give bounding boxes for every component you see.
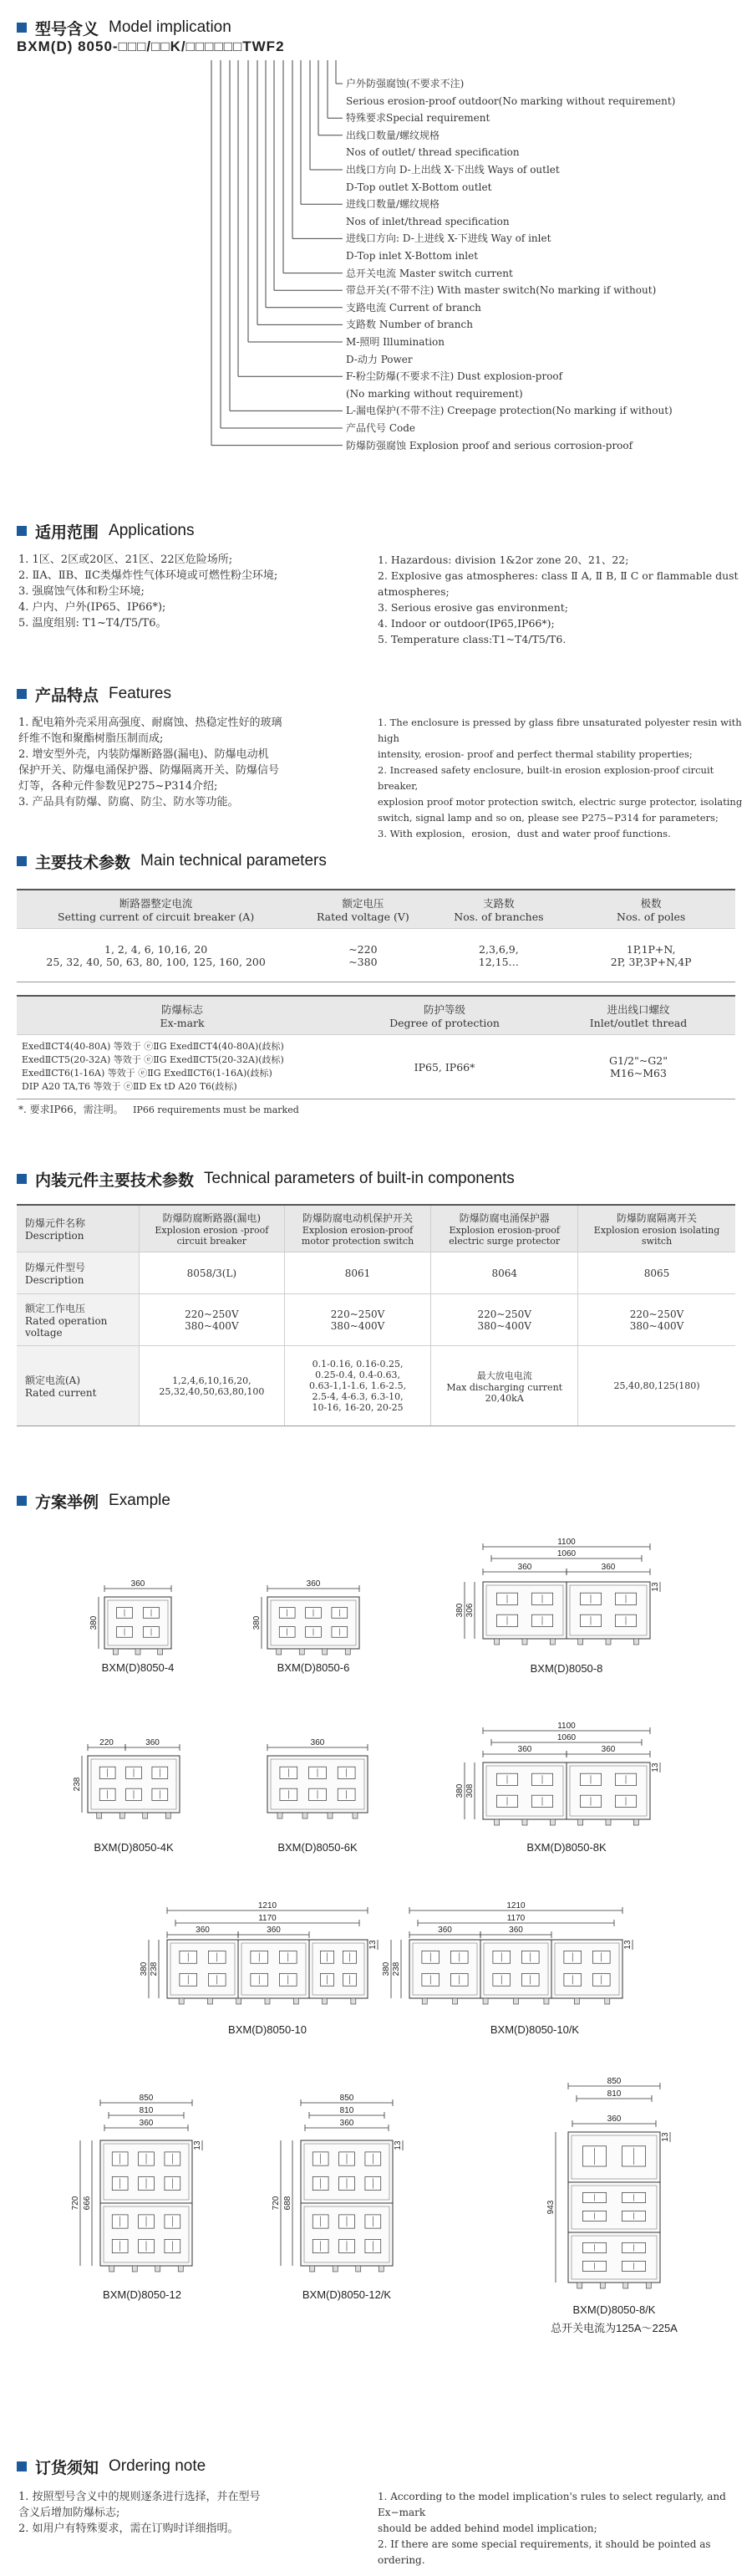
dimension-label: 360 — [306, 1579, 321, 1589]
enclosure-module — [568, 2232, 660, 2283]
enclosure-module — [567, 1582, 650, 1639]
dimension-label: 360 — [517, 1563, 532, 1572]
model-label: 进线口方向: D-上进线 X-下进线 Way of inlet — [346, 232, 551, 245]
builtin-table — [17, 1204, 735, 1426]
cable-gland — [606, 1639, 611, 1645]
example-caption: BXM(D)8050-6 — [277, 1661, 350, 1674]
section-heading — [17, 1166, 515, 1191]
section-heading — [17, 681, 171, 706]
cable-gland — [132, 2266, 137, 2272]
cable-gland — [143, 1813, 148, 1819]
dimension-label: 850 — [607, 2077, 622, 2086]
thread-cell: G1/2"~G2" M16~M63 — [541, 1035, 735, 1099]
enclosure-module — [551, 1940, 622, 1998]
table-header: 防爆防腐电动机保护开关 Explosion erosion-proof motor protection switch — [284, 1205, 431, 1252]
list-item: intensity, erosion- proof and perfect thermal stability properties; — [378, 748, 693, 760]
example-caption: BXM(D)8050-12/K — [302, 2288, 392, 2301]
heading-cn: 内装元件主要技术参数 — [35, 1171, 195, 1190]
table-header: 防爆防腐隔离开关 Explosion erosion isolating switch — [578, 1205, 735, 1252]
table-cell: 1, 2, 4, 6, 10,16, 20 25, 32, 40, 50, 63, 80, 100, 125, 160, 200 — [17, 929, 295, 982]
table-cell: 8061 — [284, 1252, 431, 1294]
dimension-label: 13 — [394, 2140, 403, 2150]
table-cell: 25,40,80,125(180) — [578, 1346, 735, 1426]
dimension-label: 360 — [310, 1738, 325, 1747]
dimension-label: 308 — [465, 1783, 475, 1798]
dimension-label: 1170 — [258, 1914, 277, 1923]
cable-gland — [353, 1813, 358, 1819]
model-label: M-照明 Illumination — [346, 336, 445, 348]
cable-gland — [155, 2266, 160, 2272]
heading-cn: 订货须知 — [35, 2458, 99, 2477]
dimension-label: 360 — [509, 1926, 523, 1935]
list-item: 1. The enclosure is pressed by glass fibre unsaturated polyester resin with high — [378, 717, 742, 744]
dimension-label: 13 — [661, 2132, 670, 2142]
cable-gland — [522, 1639, 527, 1645]
dimension-label: 360 — [607, 2114, 622, 2124]
cable-gland — [578, 1819, 583, 1825]
example-caption: BXM(D)8050-12 — [103, 2288, 181, 2301]
section-heading — [17, 849, 327, 874]
heading-square-icon — [17, 856, 27, 866]
enclosure-module — [267, 1756, 368, 1813]
model-label: 进线口数量/螺纹规格 — [346, 198, 440, 211]
dimension-label: 238 — [73, 1777, 82, 1792]
cable-gland — [606, 1819, 611, 1825]
dimension-label: 688 — [283, 2196, 292, 2211]
table-cell: 8065 — [578, 1252, 735, 1294]
cable-gland — [265, 1998, 270, 2004]
dimension-label: 1100 — [557, 1538, 576, 1547]
cable-gland — [236, 1998, 241, 2004]
table-row — [17, 1294, 735, 1346]
heading-square-icon — [17, 1174, 27, 1184]
cable-gland — [351, 1998, 356, 2004]
dimension-label: 13 — [193, 2140, 202, 2150]
list-item: 灯等，各种元件参数见P275~P314介绍; — [18, 780, 218, 793]
table-header: 防爆防腐断路器(漏电) Explosion erosion -proof circuit breaker — [139, 1205, 284, 1252]
list-item: 1. According to the model implication's rules to select regularly, and Ex−mark — [378, 2491, 726, 2518]
heading-square-icon — [17, 526, 27, 536]
list-item: should be added behind model implication; — [378, 2522, 597, 2534]
cable-gland — [109, 2266, 114, 2272]
cable-gland — [605, 1998, 610, 2004]
cable-gland — [495, 1819, 500, 1825]
cable-gland — [578, 1639, 583, 1645]
dimension-label: 13 — [368, 1940, 378, 1950]
model-label: 产品代号 Code — [346, 422, 416, 434]
table-header: 断路器整定电流 Setting current of circuit breaker (A) — [17, 890, 295, 929]
model-label: 带总开关(不带不注) With master switch(No marking if without) — [346, 284, 657, 297]
exmark-table — [17, 995, 735, 1099]
example-caption: BXM(D)8050-8 — [530, 1662, 603, 1675]
enclosure-module — [267, 1597, 359, 1649]
cable-gland — [574, 1998, 579, 2004]
example-caption: 总开关电流为125A～225A — [551, 2322, 678, 2334]
cable-gland — [623, 2283, 628, 2288]
cable-gland — [277, 1649, 282, 1655]
ordering-cn-list — [18, 2489, 369, 2537]
applications-en-list — [378, 552, 745, 647]
list-item: 2. 如用户有特殊要求，需在订购时详细指明。 — [18, 2522, 239, 2535]
table-cell: 220~250V 380~400V — [431, 1294, 578, 1346]
cable-gland — [356, 2266, 361, 2272]
applications-cn-list — [18, 552, 369, 631]
list-item: 1. Hazardous: division 1&2or zone 20、21、22; — [378, 553, 629, 566]
list-item: 2. Increased safety enclosure, built-in erosion explosion-proof circuit breaker, — [378, 764, 714, 792]
dimension-label: 810 — [607, 2089, 622, 2099]
table-header: 额定电压 Rated voltage (V) — [295, 890, 430, 929]
model-label: 支路数 Number of branch — [346, 319, 473, 331]
table-header: 防爆防腐电涌保护器 Explosion erosion-proof electric surge protector — [431, 1205, 578, 1252]
cable-gland — [550, 1639, 555, 1645]
dimension-label: 1210 — [506, 1901, 526, 1910]
cable-gland — [379, 2266, 384, 2272]
model-implication-section — [0, 0, 752, 468]
example-caption: BXM(D)8050-8K — [526, 1841, 607, 1854]
enclosure-module — [309, 1940, 368, 1998]
dimension-label: 238 — [150, 1961, 159, 1977]
cable-gland — [514, 1998, 519, 2004]
table-cell: 2,3,6,9, 12,15… — [430, 929, 567, 982]
cable-gland — [158, 1649, 163, 1655]
heading-en: Applications — [109, 522, 195, 539]
heading-en: Ordering note — [109, 2457, 206, 2475]
dimension-label: 380 — [252, 1615, 262, 1630]
dimension-label: 360 — [267, 1926, 281, 1935]
enclosure-module — [238, 1940, 309, 1998]
model-label: 特殊要求Special requirement — [346, 112, 490, 125]
enclosure-module — [567, 1762, 650, 1819]
list-item: atmospheres; — [378, 585, 450, 598]
exmark-cell: ExedⅡCT4(40-80A) 等效于 ⓔⅡG ExedⅡCT4(40-80A)(歧标) ExedⅡCT5(20-32A) 等效于 ⓔⅡG ExedⅡCT5(20-32A)(歧标) ExedⅡCT6(1-16A) 等效于 ⓔⅡG ExedⅡCT6(1-16A)(歧标) DIP A20 TA,T6 等效于 ⓔⅡD Ex tD A20 T6(歧标) — [17, 1035, 348, 1099]
cable-gland — [495, 1639, 500, 1645]
table-cell: 最大放电电流 Max discharging current 20,40kA — [431, 1346, 578, 1426]
table-cell: 8058/3(L) — [139, 1252, 284, 1294]
ordering-section — [0, 2454, 752, 2571]
heading-en: Example — [109, 1492, 170, 1509]
model-label: L-漏电保护(不带不注) Creepage protection(No marking if without) — [346, 405, 673, 417]
cable-gland — [207, 1998, 212, 2004]
enclosure-module — [104, 1597, 171, 1649]
cable-gland — [577, 2283, 582, 2288]
cable-gland — [600, 2283, 605, 2288]
ordering-en-list — [378, 2489, 745, 2568]
heading-en: Features — [109, 685, 171, 702]
enclosure-module — [480, 1940, 551, 1998]
heading-cn: 产品特点 — [35, 686, 99, 705]
enclosure-module — [100, 2203, 192, 2266]
dimension-label: 380 — [140, 1961, 149, 1977]
cable-gland — [293, 1998, 298, 2004]
dimension-label: 1170 — [506, 1914, 526, 1923]
cable-gland — [453, 1998, 458, 2004]
table-cell: 0.1-0.16, 0.16-0.25, 0.25-0.4, 0.4-0.63, 0.63-1,1-1.6, 1.6-2.5, 2.5-4, 4-6.3, 6.3-10, 10-16, 16-20, 20-25 — [284, 1346, 431, 1426]
model-label: 出线口数量/螺纹规格 — [346, 129, 440, 141]
cable-gland — [646, 2283, 651, 2288]
builtin-section — [0, 1166, 752, 1442]
cable-gland — [299, 1649, 304, 1655]
table-row — [17, 1252, 735, 1294]
dimension-label: 1100 — [557, 1722, 576, 1731]
row-label: 防爆元件型号 Description — [17, 1252, 139, 1294]
dimension-label: 360 — [139, 2119, 154, 2128]
list-item: 1. 按照型号含义中的规则逐条进行选择，并在型号 — [18, 2491, 261, 2503]
model-label: 支路电流 Current of branch — [346, 301, 481, 314]
example-caption: BXM(D)8050-10/K — [490, 2023, 580, 2036]
list-item: 纤维不饱和聚酯树脂压制而成; — [18, 732, 164, 745]
enclosure-module — [568, 2132, 660, 2182]
enclosure-module — [301, 2140, 393, 2203]
enclosure-module — [568, 2182, 660, 2232]
heading-cn: 方案举例 — [35, 1492, 99, 1512]
table-header: 防护等级 Degree of protection — [348, 996, 541, 1035]
list-item: explosion proof motor protection switch, electric surge protector, isolating — [378, 796, 743, 808]
enclosure-module — [301, 2203, 393, 2266]
cable-gland — [323, 1998, 328, 2004]
example-caption: BXM(D)8050-4 — [101, 1661, 175, 1674]
dimension-label: 360 — [339, 2119, 354, 2128]
table-cell: 220~250V 380~400V — [139, 1294, 284, 1346]
list-item: 5. 温度组别: T1~T4/T5/T6。 — [18, 617, 167, 630]
cable-gland — [277, 1813, 282, 1819]
dimension-label: 360 — [601, 1745, 616, 1754]
cable-gland — [422, 1998, 427, 2004]
section-heading — [17, 2454, 206, 2479]
dimension-label: 666 — [83, 2196, 92, 2211]
cable-gland — [310, 2266, 315, 2272]
table-cell: 8064 — [431, 1252, 578, 1294]
dimension-label: 1060 — [556, 1733, 577, 1742]
enclosure-module — [100, 2140, 192, 2203]
cable-gland — [328, 1813, 333, 1819]
table-cell: ~220 ~380 — [295, 929, 430, 982]
dimension-label: 810 — [139, 2106, 154, 2115]
dimension-label: 720 — [272, 2196, 281, 2211]
section-heading — [17, 518, 194, 543]
list-item: 4. 户内、户外(IP65、IP66*); — [18, 601, 166, 614]
dimension-label: 380 — [455, 1783, 465, 1798]
dimension-label: 238 — [392, 1961, 401, 1977]
dimension-label: 360 — [517, 1745, 532, 1754]
dimension-label: 13 — [651, 1762, 660, 1773]
list-item: 3. 强腐蚀气体和粉尘环境; — [18, 585, 145, 598]
dimension-label: 220 — [99, 1738, 114, 1747]
features-en-list — [378, 715, 745, 842]
list-item: 3. 产品具有防爆、防腐、防尘、防水等功能。 — [18, 796, 239, 809]
table-header: 防爆标志 Ex-mark — [17, 996, 348, 1035]
model-label: D-Top outlet X-Bottom outlet — [346, 181, 492, 193]
heading-en: Model implication — [109, 18, 231, 36]
cable-gland — [522, 1819, 527, 1825]
row-label: 额定工作电压 Rated operation voltage — [17, 1294, 139, 1346]
model-label: Nos of inlet/thread specification — [346, 215, 510, 227]
table-header: 极数 Nos. of poles — [567, 890, 735, 929]
table-row — [17, 1035, 735, 1099]
dimension-label: 1210 — [257, 1901, 277, 1910]
cable-gland — [550, 1819, 555, 1825]
table-row — [17, 929, 735, 982]
dimension-label: 360 — [145, 1738, 160, 1747]
list-item: 1. 1区、2区或20区、21区、22区危险场所; — [18, 553, 233, 566]
model-label: (No marking without requirement) — [346, 387, 523, 400]
list-item: 3. With explosion，erosion，dust and water proof functions. — [378, 828, 671, 839]
cable-gland — [178, 2266, 183, 2272]
heading-en: Technical parameters of built-in components — [204, 1170, 515, 1187]
ip66-note: *. 要求IP66，需注明。 IP66 requirements must be marked — [18, 1104, 299, 1115]
example-caption: BXM(D)8050-8/K — [572, 2303, 656, 2316]
example-caption: BXM(D)8050-4K — [94, 1841, 174, 1854]
list-item: 4. Indoor or outdoor(IP65,IP66*); — [378, 617, 555, 630]
cable-gland — [302, 1813, 307, 1819]
list-item: 2. ⅡA、ⅡB、ⅡC类爆炸性气体环境或可燃性粉尘环境; — [18, 569, 278, 582]
main-params-section — [0, 849, 752, 1125]
dimension-label: 360 — [438, 1926, 452, 1935]
model-label: F-粉尘防爆(不要求不注) Dust explosion-proof — [346, 370, 563, 383]
dimension-label: 13 — [651, 1582, 660, 1592]
cable-gland — [333, 2266, 338, 2272]
heading-square-icon — [17, 689, 27, 699]
dimension-label: 943 — [546, 2200, 556, 2215]
cable-gland — [633, 1819, 638, 1825]
example-caption: BXM(D)8050-6K — [277, 1841, 358, 1854]
table-cell: 1,2,4,6,10,16,20, 25,32,40,50,63,80,100 — [139, 1346, 284, 1426]
dimension-label: 360 — [130, 1579, 145, 1589]
features-cn-list — [18, 715, 378, 810]
cable-gland — [165, 1813, 170, 1819]
dimension-label: 360 — [601, 1563, 616, 1572]
applications-section — [0, 518, 752, 669]
dimension-label: 360 — [196, 1926, 210, 1935]
enclosure-module — [88, 1756, 180, 1813]
protection-cell: IP65, IP66* — [348, 1035, 541, 1099]
cable-gland — [119, 1813, 124, 1819]
cable-gland — [323, 1649, 328, 1655]
model-label: 总开关电流 Master switch current — [346, 267, 513, 279]
list-item: switch, signal lamp and so on, please see P275~P314 for parameters; — [378, 812, 719, 824]
enclosure-module — [483, 1762, 567, 1819]
model-label: Nos of outlet/ thread specification — [346, 146, 520, 159]
list-item: 1. 配电箱外壳采用高强度、耐腐蚀、热稳定性好的玻璃 — [18, 717, 282, 729]
main-params-table — [17, 889, 735, 982]
list-item: 5. Temperature class:T1~T4/T5/T6. — [378, 633, 567, 645]
model-label: Serious erosion-proof outdoor(No marking without requirement) — [346, 94, 676, 107]
cable-gland — [544, 1998, 549, 2004]
cable-gland — [633, 1639, 638, 1645]
heading-cn: 主要技术参数 — [35, 853, 131, 872]
example-caption: BXM(D)8050-10 — [228, 2023, 307, 2036]
dimension-label: 850 — [339, 2094, 354, 2103]
enclosure-module — [483, 1582, 567, 1639]
model-label: D-动力 Power — [346, 353, 413, 365]
table-row — [17, 1346, 735, 1426]
model-label: D-Top inlet X-Bottom inlet — [346, 250, 479, 262]
cable-gland — [97, 1813, 102, 1819]
cable-gland — [483, 1998, 488, 2004]
list-item: 2. Explosive gas atmospheres: class Ⅱ A, Ⅱ B, Ⅱ C or flammable dust — [378, 569, 739, 582]
heading-square-icon — [17, 2461, 27, 2471]
model-label: 防爆防强腐蚀 Explosion proof and serious corrosion-proof — [346, 439, 633, 451]
dimension-label: 13 — [623, 1940, 633, 1950]
model-code: BXM(D) 8050-□□□/□□K/□□□□□□TWF2 — [17, 38, 285, 54]
dimension-label: 380 — [89, 1615, 99, 1630]
dimension-label: 306 — [465, 1603, 475, 1618]
dimension-label: 380 — [382, 1961, 391, 1977]
table-cell: 220~250V 380~400V — [578, 1294, 735, 1346]
dimension-label: 720 — [71, 2196, 80, 2211]
enclosure-module — [409, 1940, 480, 1998]
cable-gland — [179, 1998, 184, 2004]
list-item: 3. Serious erosive gas environment; — [378, 601, 568, 614]
example-drawings — [0, 1488, 752, 2425]
model-label: 出线口方向 D-上出线 X-下出线 Ways of outlet — [346, 164, 560, 176]
dimension-label: 1060 — [556, 1549, 577, 1558]
cable-gland — [113, 1649, 118, 1655]
dimension-label: 380 — [455, 1603, 465, 1618]
model-label: 户外防强腐蚀(不要求不注) — [346, 78, 465, 89]
table-header: 防爆元件名称 Description — [17, 1205, 139, 1252]
example-section — [0, 1488, 752, 2425]
dimension-label: 810 — [339, 2106, 354, 2115]
enclosure-module — [167, 1940, 238, 1998]
table-cell: 1P,1P+N, 2P, 3P,3P+N,4P — [567, 929, 735, 982]
table-cell: 220~250V 380~400V — [284, 1294, 431, 1346]
heading-cn: 适用范围 — [35, 523, 99, 542]
features-section — [0, 681, 752, 839]
list-item: 2. If there are some special requirements, it should be pointed as ordering. — [378, 2538, 711, 2566]
table-header: 进出线口螺纹 Inlet/outlet thread — [541, 996, 735, 1035]
list-item: 含义后增加防爆标志; — [18, 2507, 120, 2519]
heading-cn: 型号含义 — [35, 19, 99, 38]
cable-gland — [135, 1649, 140, 1655]
cable-gland — [345, 1649, 350, 1655]
row-label: 额定电流(A) Rated current — [17, 1346, 139, 1426]
heading-en: Main technical parameters — [140, 852, 327, 870]
list-item: 保护开关、防爆电涌保护器、防爆隔离开关、防爆信号 — [18, 764, 280, 777]
table-header: 支路数 Nos. of branches — [430, 890, 567, 929]
list-item: 2. 增安型外壳，内装防爆断路器(漏电)、防爆电动机 — [18, 748, 269, 761]
dimension-label: 850 — [139, 2094, 154, 2103]
